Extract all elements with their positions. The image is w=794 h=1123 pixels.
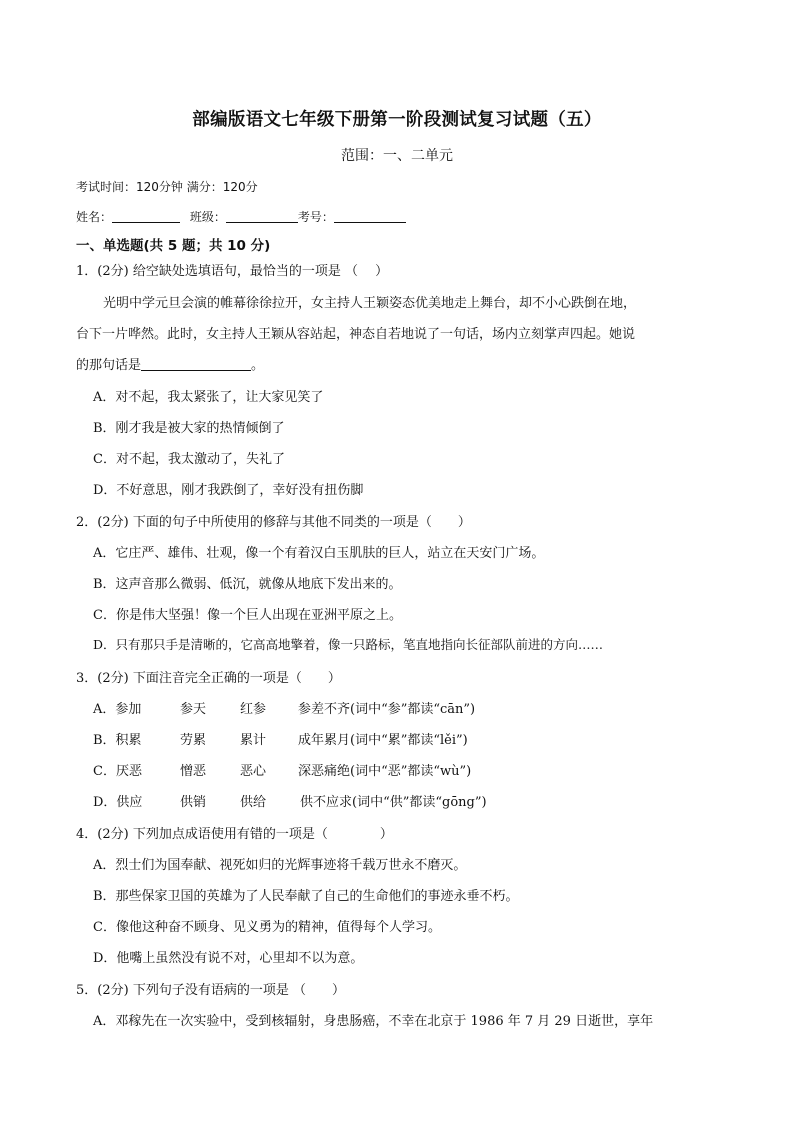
question-1-stem: 1．(2分) 给空缺处选填语句，最恰当的一项是 （ ）: [76, 264, 389, 279]
document-title: 部编版语文七年级下册第一阶段测试复习试题（五）: [192, 110, 602, 130]
question-1-passage-line-2: 台下一片哗然。此时，女主持人王颖从容站起，神态自若地说了一句话，场内立刻掌声四起。她说: [76, 327, 636, 342]
question-5-stem: 5．(2分) 下列句子没有语病的一项是 （ ）: [76, 983, 345, 998]
number-blank[interactable]: [334, 210, 406, 223]
question-2-option-b[interactable]: B．这声音那么微弱、低沉，就像从地底下发出来的。: [93, 577, 402, 592]
option-word: 憎恶: [180, 764, 207, 779]
question-4-option-d[interactable]: D．他嘴上虽然没有说不对，心里却不以为意。: [93, 951, 364, 966]
option-word: 成年累月(词中“累”都读“lěi”): [298, 733, 468, 748]
name-label: 姓名：: [76, 210, 113, 224]
question-1-answer-blank[interactable]: [141, 358, 251, 371]
number-label: 考号：: [297, 210, 334, 224]
question-2-option-d[interactable]: D．只有那只手是清晰的，它高高地擎着，像一只路标，笔直地指向长征部队前进的方向……: [93, 637, 604, 652]
question-1-passage-end: 。: [251, 358, 265, 373]
question-2-option-a[interactable]: A．它庄严、雄伟、壮观，像一个有着汉白玉肌肤的巨人，站立在天安门广场。: [93, 546, 545, 561]
option-word: 深恶痛绝(词中“恶”都读“wù”): [298, 764, 472, 779]
exam-info: 考试时间：120分钟 满分：120分: [76, 180, 258, 194]
option-word: 红参: [240, 702, 267, 717]
option-word: 劳累: [180, 733, 207, 748]
question-1-passage-line-3: [76, 354, 264, 373]
question-2-stem: 2．(2分) 下面的句子中所使用的修辞与其他不同类的一项是（ ）: [76, 515, 471, 530]
question-2-option-c[interactable]: C．你是伟大坚强！像一个巨人出现在亚洲平原之上。: [93, 608, 402, 623]
option-label: A．参加: [93, 702, 142, 717]
option-word: 累计: [240, 733, 267, 748]
question-1-passage-line-1: 光明中学元旦会演的帷幕徐徐拉开，女主持人王颖姿态优美地走上舞台，却不小心跌倒在地，: [103, 296, 637, 311]
question-4-option-a[interactable]: A．烈士们为国奉献、视死如归的光辉事迹将千载万世永不磨灭。: [93, 858, 467, 873]
option-word: 供不应求(词中“供”都读“gōng”): [300, 795, 487, 810]
option-word: 参差不齐(词中“参”都读“cān”): [298, 702, 476, 717]
section-heading: 一、单选题(共 5 题；共 10 分): [76, 238, 271, 254]
question-1-option-a[interactable]: A．对不起，我太紧张了，让大家见笑了: [93, 390, 324, 405]
question-3-option-d[interactable]: [93, 791, 487, 810]
question-4-stem: 4．(2分) 下列加点成语使用有错的一项是（ ）: [76, 827, 393, 842]
question-3-stem: 3．(2分) 下面注音完全正确的一项是（ ）: [76, 671, 341, 686]
question-1-passage-text: 的那句话是: [76, 358, 142, 373]
question-4-option-b[interactable]: B．那些保家卫国的英雄为了人民奉献了自己的生命他们的事迹永垂不朽。: [93, 889, 519, 904]
question-4-option-c[interactable]: C．像他这种奋不顾身、见义勇为的精神，值得每个人学习。: [93, 920, 441, 935]
option-label: B．积累: [93, 733, 142, 748]
question-5-option-a[interactable]: A．邓稼先在一次实验中，受到核辐射，身患肠癌，不幸在北京于 1986 年 7 月 29 日逝世，享年: [93, 1014, 654, 1029]
document-subtitle: 范围：一、二单元: [341, 148, 453, 164]
student-info-row: [76, 208, 406, 225]
question-3-option-b[interactable]: [93, 729, 468, 748]
class-blank[interactable]: [226, 210, 298, 223]
option-word: 恶心: [240, 764, 267, 779]
option-word: 供给: [240, 795, 267, 810]
question-1-option-b[interactable]: B．刚才我是被大家的热情倾倒了: [93, 421, 285, 436]
option-word: 参天: [180, 702, 207, 717]
question-3-option-c[interactable]: [93, 760, 471, 779]
option-label: C．厌恶: [93, 764, 142, 779]
question-1-option-c[interactable]: C．对不起，我太激动了，失礼了: [93, 452, 285, 467]
option-word: 供销: [180, 795, 207, 810]
question-1-option-d[interactable]: D．不好意思，刚才我跌倒了，幸好没有扭伤脚: [93, 483, 364, 498]
name-blank[interactable]: [112, 210, 180, 223]
class-label: 班级：: [189, 210, 226, 224]
option-label: D．供应: [93, 795, 143, 810]
question-3-option-a[interactable]: [93, 698, 475, 717]
